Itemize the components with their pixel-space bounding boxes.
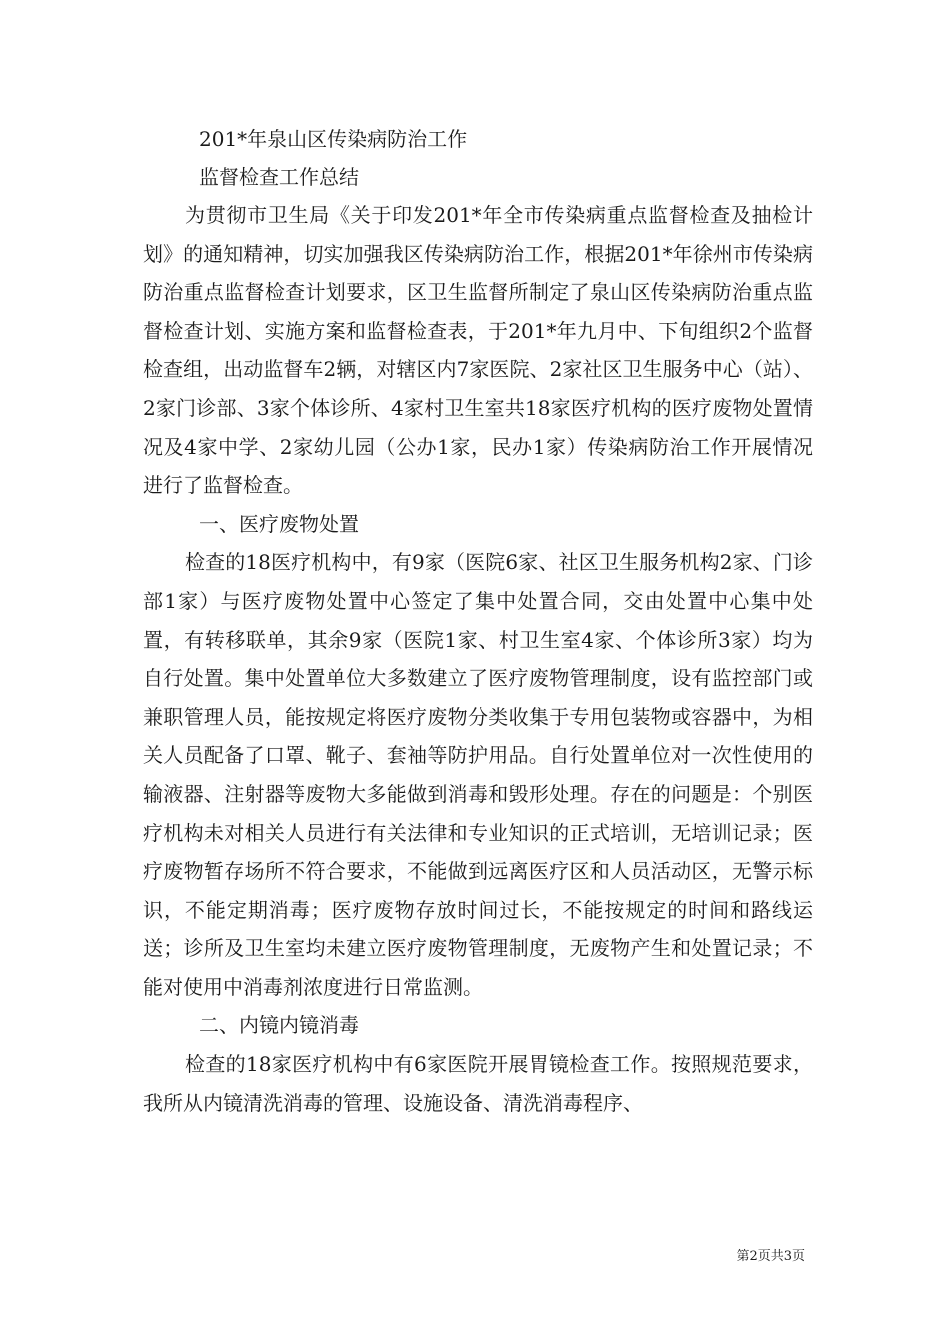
intro-paragraph: 为贯彻市卫生局《关于印发201*年全市传染病重点监督检查及抽检计划》的通知精神，切实加强我区传染病防治工作，根据201*年徐州市传染病防治重点监督检查计划要求，区卫生监督所制定了泉山区传染病防治重点监督检查计划、实施方案和监督检查表，于201*年九月中、下旬组织2个监督检查组，出动监督车2辆，对辖区内7家医院、2家社区卫生服务中心（站）、2家门诊部、3家个体诊所、4家村卫生室共18家医疗机构的医疗废物处置情况及4家中学、2家幼儿园（公办1家，民办1家）传染病防治工作开展情况进行了监督检查。 [143, 203, 813, 498]
section-2-heading: 二、内镜内镜消毒 [199, 1013, 359, 1038]
section-1-paragraph: 检查的18医疗机构中，有9家（医院6家、社区卫生服务机构2家、门诊部1家）与医疗废物处置中心签定了集中处置合同，交由处置中心集中处置，有转移联单，其余9家（医院1家、村卫生室4家、个体诊所3家）均为自行处置。集中处置单位大多数建立了医疗废物管理制度，设有监控部门或兼职管理人员，能按规定将医疗废物分类收集于专用包装物或容器中，为相关人员配备了口罩、靴子、套袖等防护用品。自行处置单位对一次性使用的输液器、注射器等废物大多能做到消毒和毁形处理。存在的问题是：个别医疗机构未对相关人员进行有关法律和专业知识的正式培训，无培训记录；医疗废物暂存场所不符合要求，不能做到远离医疗区和人员活动区，无警示标识，不能定期消毒；医疗废物存放时间过长，不能按规定的时间和路线运送；诊所及卫生室均未建立医疗废物管理制度，无废物产生和处置记录；不能对使用中消毒剂浓度进行日常监测。 [143, 550, 813, 999]
document-body [143, 120, 813, 1122]
section-1-heading: 一、医疗废物处置 [199, 511, 359, 536]
page-number: 第2页共3页 [736, 1249, 805, 1264]
title-line-2: 监督检查工作总结 [199, 165, 359, 189]
section-2-paragraph: 检查的18家医疗机构中有6家医院开展胃镜检查工作。按照规范要求，我所从内镜清洗消毒的管理、设施设备、清洗消毒程序、 [143, 1052, 813, 1115]
title-line-1: 201*年泉山区传染病防治工作 [199, 127, 468, 151]
